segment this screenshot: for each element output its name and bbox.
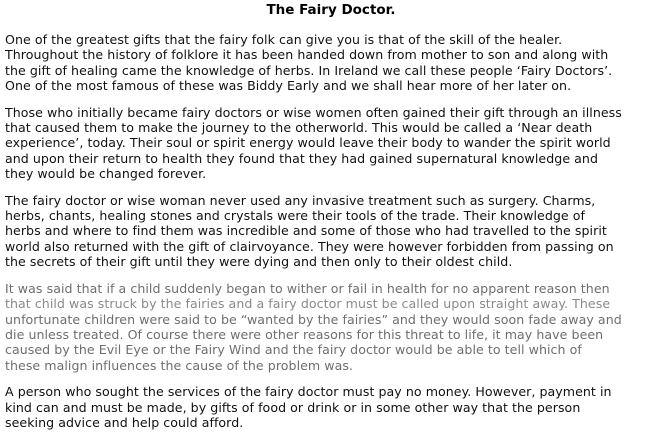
paragraph-line: One of the greatest gifts that the fairy folk can give you is that of the skill of the healer.: [5, 32, 563, 47]
paragraph-line: experience’, today. Their soul or spirit energy would leave their body to wander the spirit world: [5, 135, 611, 151]
paragraph-line: A person who sought the services of the fairy doctor must pay no money. However, payment in: [5, 384, 612, 400]
paragraph-line: Throughout the history of folklore it has been handed down from mother to son and along with: [5, 47, 609, 63]
paragraph-3: [5, 193, 657, 270]
paragraph-line: world also returned with the gift of clairvoyance. They were however forbidden from passing on: [5, 238, 614, 254]
paragraph-line: herbs and where to find them was incredible and some of those who had travelled to the spirit: [5, 223, 607, 239]
document-page: [5, 0, 657, 441]
paragraph-line: One of the most famous of these was Biddy Early and we shall hear more of her later on.: [5, 78, 572, 94]
paragraph-4: [5, 281, 657, 373]
paragraph-5: [5, 384, 657, 430]
paragraph-line: unfortunate children were said to be “wanted by the fairies” and they would soon fade away and: [5, 311, 622, 327]
page-title: The Fairy Doctor.: [266, 2, 396, 18]
paragraph-line: that caused them to make the journey to the otherworld. This would be called a ‘Near death: [5, 120, 593, 136]
paragraph-line: the secrets of their gift until they were dying and then only to their oldest child.: [5, 254, 513, 270]
paragraph-line: kind can and must be made, by gifts of food or drink or in some other way that the person: [5, 399, 581, 415]
paragraph-line: herbs, chants, healing stones and crystals were their tools of the trade. Their knowledge of: [5, 208, 585, 224]
paragraph-2: [5, 105, 657, 182]
paragraph-line: the gift of healing came the knowledge of herbs. In Ireland we call these people ‘Fairy Doctors’.: [5, 62, 613, 78]
paragraph-line: that child was struck by the fairies and a fairy doctor must be called upon straight away. These: [5, 296, 611, 312]
paragraph-line: they would be changed forever.: [5, 166, 207, 182]
paragraph-line: these malign influences the cause of the problem was.: [5, 357, 354, 373]
paragraph-line: die unless treated. Of course there were other reasons for this threat to life, it may have been: [5, 326, 604, 342]
paragraph-line: seeking advice and help could afford.: [5, 414, 244, 430]
paragraph-line: caused by the Evil Eye or the Fairy Wind and the fairy doctor would be able to tell which of: [5, 342, 582, 358]
paragraph-line: and upon their return to health they found that they had gained supernatural knowledge and: [5, 150, 599, 166]
paragraph-line: It was said that if a child suddenly began to wither or fail in health for no apparent reason then: [5, 280, 610, 296]
paragraph-1: [5, 32, 657, 94]
paragraph-line: The fairy doctor or wise woman never used any invasive treatment such as surgery. Charms,: [5, 192, 596, 208]
paragraph-line: Those who initially became fairy doctors or wise women often gained their gift through an illness: [5, 104, 622, 120]
